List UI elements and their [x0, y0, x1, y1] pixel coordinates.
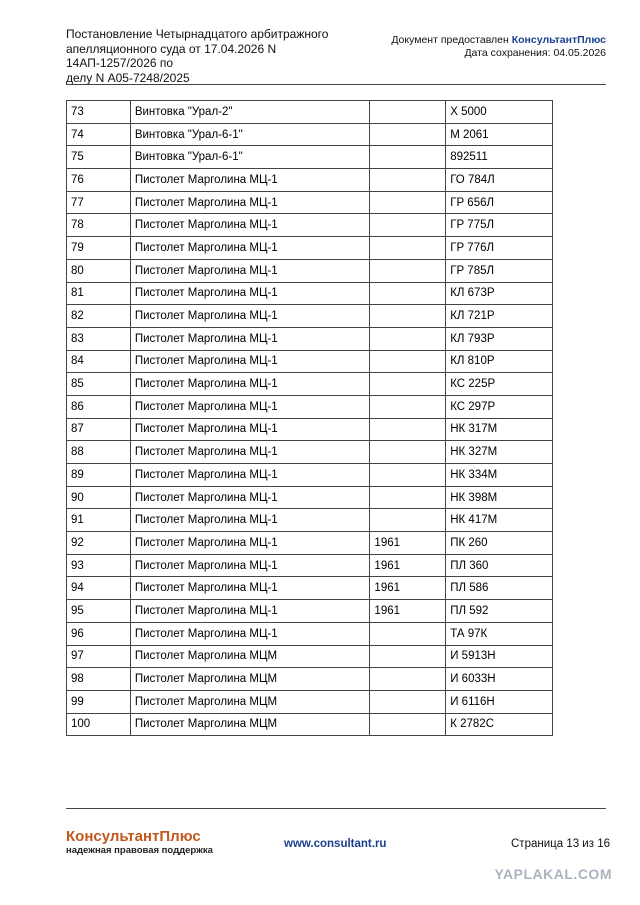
provider-brand-link[interactable]: КонсультантПлюс — [511, 34, 606, 46]
cell-name: Пистолет Марголина МЦ-1 — [130, 622, 370, 645]
cell-number: 81 — [67, 282, 131, 305]
cell-number: 82 — [67, 305, 131, 328]
cell-serial: ПЛ 360 — [446, 554, 553, 577]
cell-year — [370, 123, 446, 146]
cell-number: 92 — [67, 532, 131, 555]
weapons-table-body — [67, 101, 553, 736]
cell-serial: ПК 260 — [446, 532, 553, 555]
cell-name: Пистолет Марголина МЦ-1 — [130, 350, 370, 373]
table-row — [67, 554, 553, 577]
cell-number: 99 — [67, 690, 131, 713]
cell-serial: ГР 775Л — [446, 214, 553, 237]
cell-year — [370, 509, 446, 532]
cell-year — [370, 713, 446, 736]
table-row — [67, 327, 553, 350]
cell-number: 97 — [67, 645, 131, 668]
cell-serial: КЛ 793Р — [446, 327, 553, 350]
cell-serial: ГР 785Л — [446, 259, 553, 282]
cell-serial: КС 225Р — [446, 373, 553, 396]
cell-name: Пистолет Марголина МЦ-1 — [130, 169, 370, 192]
cell-serial: ГО 784Л — [446, 169, 553, 192]
cell-serial: НК 334М — [446, 464, 553, 487]
cell-number: 80 — [67, 259, 131, 282]
cell-number: 94 — [67, 577, 131, 600]
table-row — [67, 191, 553, 214]
cell-serial: ГР 656Л — [446, 191, 553, 214]
weapons-table — [66, 100, 553, 736]
cell-serial: НК 398М — [446, 486, 553, 509]
table-row — [67, 146, 553, 169]
cell-year — [370, 486, 446, 509]
cell-number: 75 — [67, 146, 131, 169]
cell-serial: ПЛ 592 — [446, 600, 553, 623]
cell-number: 93 — [67, 554, 131, 577]
cell-name: Винтовка "Урал-2" — [130, 101, 370, 124]
cell-number: 85 — [67, 373, 131, 396]
table-row — [67, 418, 553, 441]
cell-name: Пистолет Марголина МЦ-1 — [130, 464, 370, 487]
cell-number: 83 — [67, 327, 131, 350]
cell-number: 84 — [67, 350, 131, 373]
cell-year: 1961 — [370, 532, 446, 555]
table-row — [67, 464, 553, 487]
cell-number: 76 — [67, 169, 131, 192]
cell-name: Пистолет Марголина МЦ-1 — [130, 418, 370, 441]
cell-name: Пистолет Марголина МЦ-1 — [130, 282, 370, 305]
cell-year: 1961 — [370, 554, 446, 577]
cell-name: Пистолет Марголина МЦ-1 — [130, 577, 370, 600]
cell-name: Пистолет Марголина МЦМ — [130, 668, 370, 691]
table-row — [67, 259, 553, 282]
cell-name: Пистолет Марголина МЦМ — [130, 713, 370, 736]
cell-name: Пистолет Марголина МЦМ — [130, 645, 370, 668]
table-row — [67, 645, 553, 668]
cell-year — [370, 282, 446, 305]
cell-name: Пистолет Марголина МЦ-1 — [130, 327, 370, 350]
cell-year — [370, 237, 446, 260]
cell-year — [370, 645, 446, 668]
table-row — [67, 101, 553, 124]
table-row — [67, 441, 553, 464]
document-title-line: делу N А05-7248/2025 — [66, 70, 190, 85]
cell-serial: КЛ 721Р — [446, 305, 553, 328]
cell-serial: КЛ 810Р — [446, 350, 553, 373]
cell-name: Пистолет Марголина МЦ-1 — [130, 509, 370, 532]
cell-year — [370, 441, 446, 464]
cell-serial: НК 317М — [446, 418, 553, 441]
cell-year — [370, 350, 446, 373]
cell-year — [370, 305, 446, 328]
cell-name: Пистолет Марголина МЦ-1 — [130, 191, 370, 214]
cell-year — [370, 214, 446, 237]
provided-by-prefix: Документ предоставлен — [391, 34, 512, 46]
cell-serial: НК 327М — [446, 441, 553, 464]
table-row — [67, 350, 553, 373]
document-title-line: Постановление Четырнадцатого арбитражного — [66, 27, 329, 41]
footer-divider — [66, 808, 606, 809]
cell-number: 90 — [67, 486, 131, 509]
document-title-line: апелляционного суда от 17.04.2026 N 14АП-1257/2026 по — [66, 41, 277, 70]
table-row — [67, 395, 553, 418]
cell-year — [370, 395, 446, 418]
table-row — [67, 237, 553, 260]
cell-name: Пистолет Марголина МЦ-1 — [130, 441, 370, 464]
cell-number: 96 — [67, 622, 131, 645]
footer-brand: КонсультантПлюс — [66, 828, 201, 845]
footer-tagline: надежная правовая поддержка — [66, 845, 213, 856]
cell-serial: Х 5000 — [446, 101, 553, 124]
table-row — [67, 600, 553, 623]
cell-number: 73 — [67, 101, 131, 124]
cell-serial: М 2061 — [446, 123, 553, 146]
cell-name: Пистолет Марголина МЦМ — [130, 690, 370, 713]
cell-year — [370, 622, 446, 645]
cell-name: Пистолет Марголина МЦ-1 — [130, 395, 370, 418]
cell-name: Пистолет Марголина МЦ-1 — [130, 214, 370, 237]
cell-name: Пистолет Марголина МЦ-1 — [130, 486, 370, 509]
cell-number: 89 — [67, 464, 131, 487]
cell-serial: И 5913Н — [446, 645, 553, 668]
table-row — [67, 577, 553, 600]
provided-by — [391, 34, 606, 47]
cell-number: 95 — [67, 600, 131, 623]
cell-number: 88 — [67, 441, 131, 464]
cell-name: Пистолет Марголина МЦ-1 — [130, 237, 370, 260]
table-row — [67, 690, 553, 713]
cell-year — [370, 169, 446, 192]
cell-number: 87 — [67, 418, 131, 441]
cell-year — [370, 418, 446, 441]
cell-year — [370, 373, 446, 396]
cell-serial: ТА 97К — [446, 622, 553, 645]
cell-number: 79 — [67, 237, 131, 260]
cell-number: 98 — [67, 668, 131, 691]
cell-number: 91 — [67, 509, 131, 532]
watermark: YAPLAKAL.COM — [494, 866, 612, 882]
page-number: Страница 13 из 16 — [511, 838, 610, 850]
saved-date: Дата сохранения: 04.05.2026 — [464, 47, 606, 59]
cell-serial: КС 297Р — [446, 395, 553, 418]
cell-name: Пистолет Марголина МЦ-1 — [130, 554, 370, 577]
cell-name: Пистолет Марголина МЦ-1 — [130, 600, 370, 623]
document-title — [66, 27, 366, 85]
cell-serial: ГР 776Л — [446, 237, 553, 260]
table-row — [67, 305, 553, 328]
footer-logo[interactable] — [66, 828, 213, 857]
cell-serial: НК 417М — [446, 509, 553, 532]
cell-year — [370, 690, 446, 713]
cell-number: 78 — [67, 214, 131, 237]
site-link[interactable]: www.consultant.ru — [284, 838, 387, 850]
cell-year — [370, 668, 446, 691]
cell-name: Пистолет Марголина МЦ-1 — [130, 532, 370, 555]
cell-number: 100 — [67, 713, 131, 736]
cell-serial: 892511 — [446, 146, 553, 169]
cell-number: 86 — [67, 395, 131, 418]
table-row — [67, 373, 553, 396]
cell-name: Пистолет Марголина МЦ-1 — [130, 259, 370, 282]
table-row — [67, 622, 553, 645]
table-row — [67, 532, 553, 555]
cell-serial: К 2782С — [446, 713, 553, 736]
cell-year — [370, 101, 446, 124]
cell-name: Пистолет Марголина МЦ-1 — [130, 373, 370, 396]
cell-serial: И 6116Н — [446, 690, 553, 713]
table-row — [67, 509, 553, 532]
cell-year — [370, 259, 446, 282]
cell-name: Винтовка "Урал-6-1" — [130, 123, 370, 146]
table-row — [67, 282, 553, 305]
cell-year — [370, 327, 446, 350]
cell-year — [370, 146, 446, 169]
cell-year: 1961 — [370, 577, 446, 600]
cell-serial: И 6033Н — [446, 668, 553, 691]
table-row — [67, 486, 553, 509]
header-divider — [66, 84, 606, 85]
cell-name: Винтовка "Урал-6-1" — [130, 146, 370, 169]
cell-serial: КЛ 673Р — [446, 282, 553, 305]
cell-year: 1961 — [370, 600, 446, 623]
cell-number: 77 — [67, 191, 131, 214]
cell-name: Пистолет Марголина МЦ-1 — [130, 305, 370, 328]
cell-number: 74 — [67, 123, 131, 146]
table-row — [67, 214, 553, 237]
provider-info — [391, 34, 606, 60]
table-row — [67, 123, 553, 146]
table-row — [67, 668, 553, 691]
table-row — [67, 713, 553, 736]
table-row — [67, 169, 553, 192]
cell-serial: ПЛ 586 — [446, 577, 553, 600]
cell-year — [370, 191, 446, 214]
cell-year — [370, 464, 446, 487]
